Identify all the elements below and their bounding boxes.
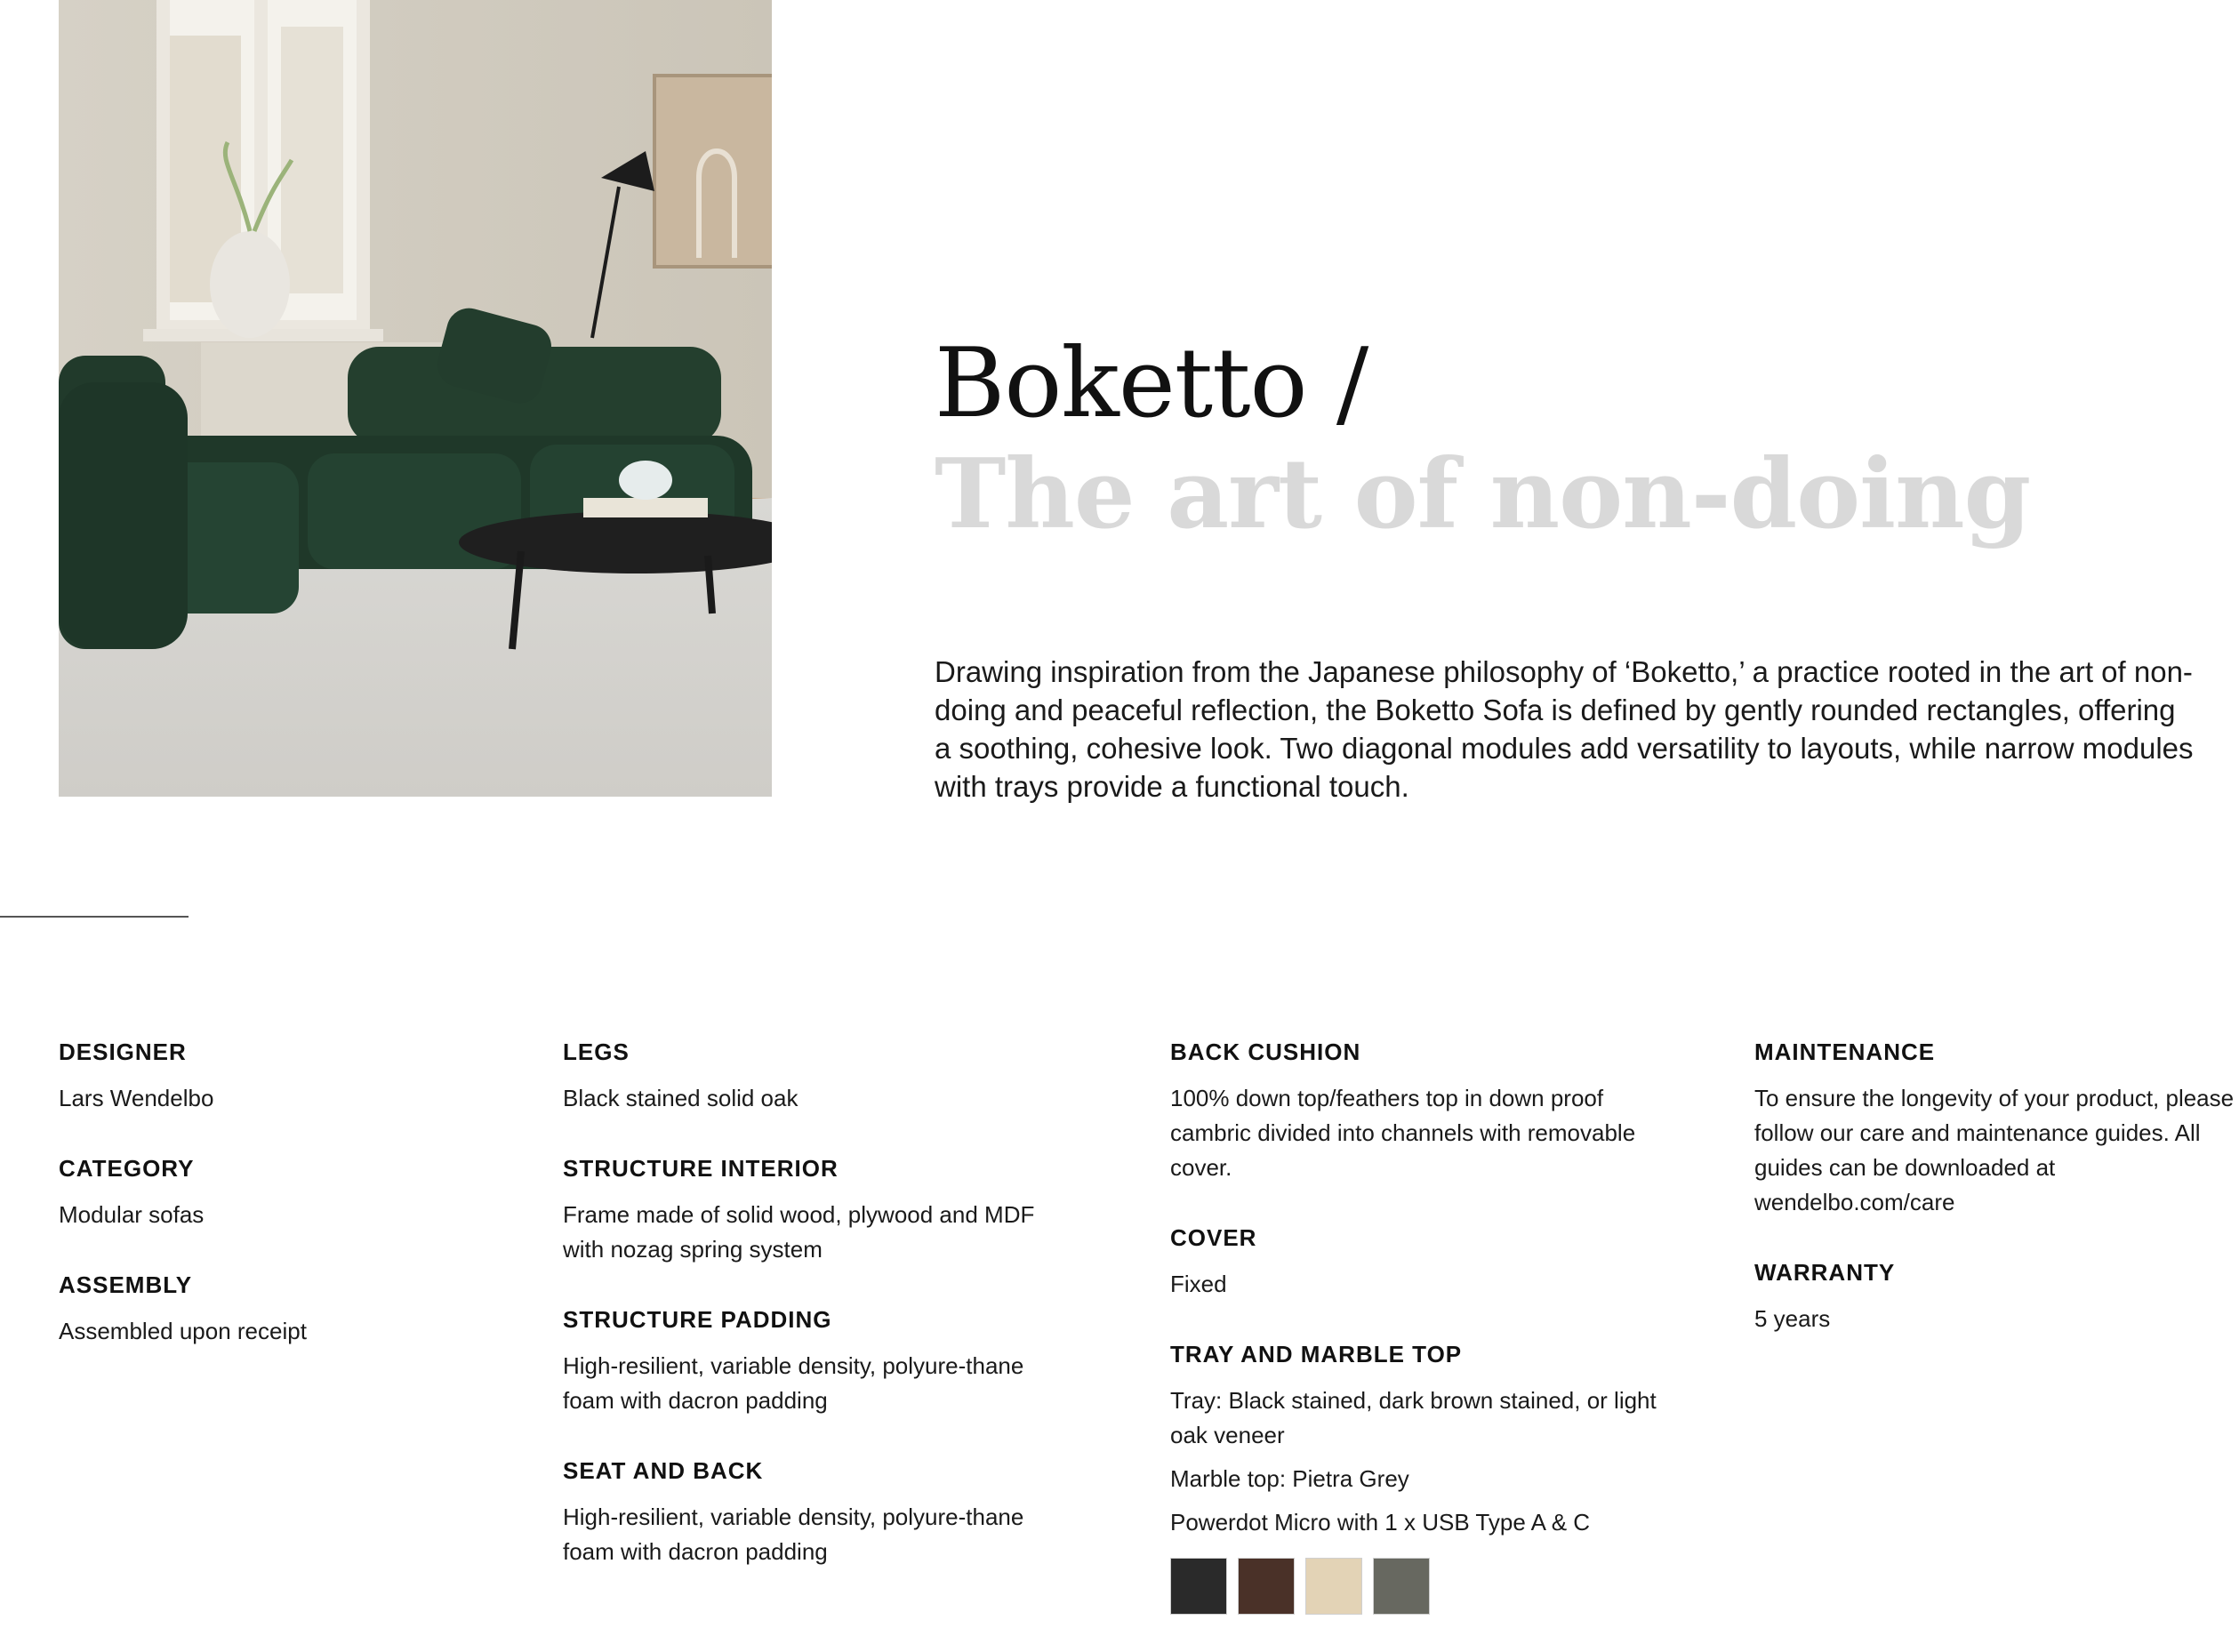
title-tagline: The art of non-doing xyxy=(935,438,2031,550)
spec-structure-padding xyxy=(563,1304,1061,1418)
spec-column-3 xyxy=(1170,1037,1668,1652)
spec-assembly xyxy=(59,1270,521,1349)
spec-label: BACK CUSHION xyxy=(1170,1039,1361,1065)
sofa-room-image xyxy=(59,0,772,797)
swatch-black-stained[interactable] xyxy=(1170,1558,1227,1615)
spec-tray-finishes: Tray: Black stained, dark brown stained, or light oak veneer xyxy=(1170,1387,1657,1448)
spec-seat-and-back xyxy=(563,1456,1061,1569)
hero-photo xyxy=(59,0,772,797)
product-title xyxy=(935,329,2030,549)
spec-label: CATEGORY xyxy=(59,1155,195,1182)
section-divider xyxy=(0,916,189,918)
product-description: Drawing inspiration from the Japanese philosophy of ‘Boketto,’ a practice rooted in the art of non-doing and peaceful reflection, the Boketto Sofa is defined by gently rounded rectangles, offering a soothing, cohesive look. Two diagonal modules add versatility to layouts, while narrow modules with trays provide a functional touch. xyxy=(935,655,2194,803)
spec-value xyxy=(1170,1383,1668,1540)
spec-label: DESIGNER xyxy=(59,1039,187,1065)
spec-value: To ensure the longevity of your product, please follow our care and maintenance guides. All guides can be downloaded at wendelbo.com/care xyxy=(1754,1085,2235,1215)
spec-value: 5 years xyxy=(1754,1305,1831,1332)
spec-tray-and-marble-top xyxy=(1170,1339,1668,1615)
spec-label: STRUCTURE INTERIOR xyxy=(563,1155,839,1182)
spec-label: COVER xyxy=(1170,1224,1257,1251)
spec-warranty xyxy=(1754,1257,2235,1336)
spec-label: STRUCTURE PADDING xyxy=(563,1306,832,1333)
spec-value: Lars Wendelbo xyxy=(59,1085,214,1111)
spec-value: Assembled upon receipt xyxy=(59,1318,307,1344)
spec-powerdot: Powerdot Micro with 1 x USB Type A & C xyxy=(1170,1509,1591,1536)
spec-value: Black stained solid oak xyxy=(563,1085,798,1111)
spec-cover xyxy=(1170,1223,1668,1302)
spec-value: Fixed xyxy=(1170,1271,1227,1297)
spec-label: MAINTENANCE xyxy=(1754,1039,1936,1065)
spec-column-1 xyxy=(59,1037,521,1386)
swatch-pietra-grey[interactable] xyxy=(1373,1558,1430,1615)
spec-marble-top: Marble top: Pietra Grey xyxy=(1170,1465,1409,1492)
spec-column-2 xyxy=(563,1037,1061,1607)
spec-category xyxy=(59,1153,521,1232)
spec-label: ASSEMBLY xyxy=(59,1271,193,1298)
swatch-light-oak[interactable] xyxy=(1305,1558,1362,1615)
spec-structure-interior xyxy=(563,1153,1061,1267)
spec-maintenance xyxy=(1754,1037,2235,1220)
swatch-dark-brown-stained[interactable] xyxy=(1238,1558,1295,1615)
spec-back-cushion xyxy=(1170,1037,1668,1185)
spec-value: High-resilient, variable density, polyure-thane foam with dacron padding xyxy=(563,1352,1024,1414)
spec-label: LEGS xyxy=(563,1039,630,1065)
finish-swatches xyxy=(1170,1558,1668,1615)
spec-label: TRAY AND MARBLE TOP xyxy=(1170,1341,1463,1367)
spec-label: WARRANTY xyxy=(1754,1259,1896,1286)
spec-legs xyxy=(563,1037,1061,1116)
spec-value: High-resilient, variable density, polyure-thane foam with dacron padding xyxy=(563,1504,1024,1565)
title-product-name: Boketto / xyxy=(935,328,1368,439)
spec-value: 100% down top/feathers top in down proof cambric divided into channels with removable cover. xyxy=(1170,1085,1636,1181)
spec-label: SEAT AND BACK xyxy=(563,1457,764,1484)
spec-value: Modular sofas xyxy=(59,1201,205,1228)
spec-value: Frame made of solid wood, plywood and MDF with nozag spring system xyxy=(563,1201,1035,1263)
spec-designer xyxy=(59,1037,521,1116)
spec-column-4 xyxy=(1754,1037,2235,1374)
